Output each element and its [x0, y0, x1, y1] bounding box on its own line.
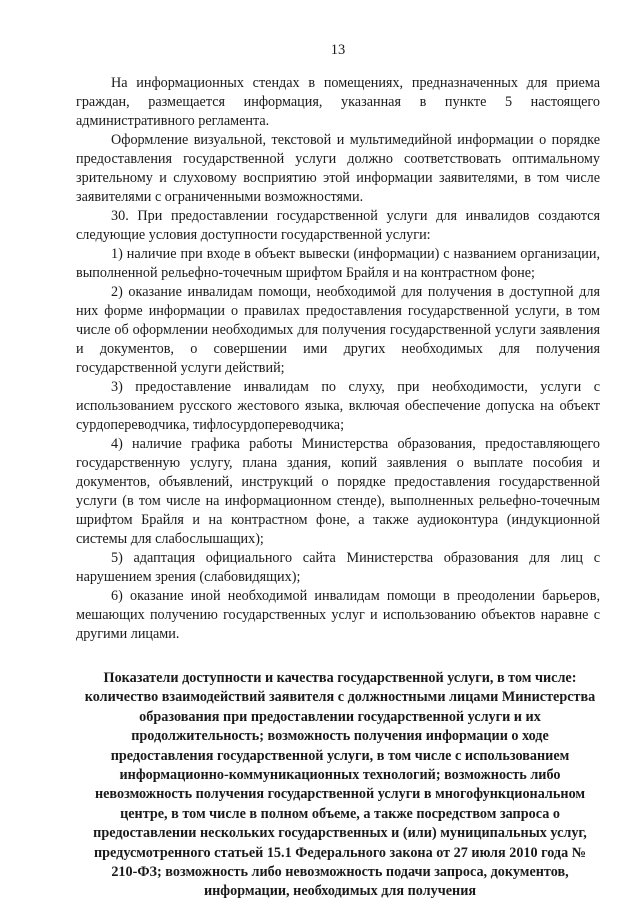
paragraph-item-30: 30. При предоставлении государственной услуги для инвалидов создаются следующие условия доступности государственной услуги:: [76, 208, 600, 243]
list-item-6: 6) оказание иной необходимой инвалидам помощи в преодолении барьеров, мешающих получению государственных услуг и использованию объектов наравне с другими лицами.: [76, 588, 600, 642]
list-item-4: 4) наличие графика работы Министерства образования, предоставляющего государственную услугу, плана здания, копий заявления о выплате пособия и документов, объявлений, инструкций о порядке предоставления государственной услуги (в том числе на информационном стенде), выполненных рельефно-точечным шрифтом Брайля и на контрастном фоне, а также аудиоконтура (индукционной системы для слабослышащих);: [76, 436, 600, 547]
document-page: [76, 40, 600, 902]
paragraph-info-design: Оформление визуальной, текстовой и мультимедийной информации о порядке предоставления государственной услуги должно соответствовать оптимальному зрительному и слуховому восприятию этой информации заявителями, в том числе заявителями с ограниченными возможностями.: [76, 132, 600, 205]
list-item-2: 2) оказание инвалидам помощи, необходимой для получения в доступной для них форме информации о правилах предоставления государственной услуги, в том числе об оформлении необходимых для получения государственной услуги заявления и документов, о совершении ими других необходимых для получения государственной услуги действий;: [76, 284, 600, 376]
list-item-1: 1) наличие при входе в объект вывески (информации) с названием организации, выполненной рельефно-точечным шрифтом Брайля и на контрастном фоне;: [76, 246, 600, 281]
paragraph-info-stands: На информационных стендах в помещениях, предназначенных для приема граждан, размещается информация, указанная в пункте 5 настоящего административного регламента.: [76, 75, 600, 129]
list-item-5: 5) адаптация официального сайта Министерства образования для лиц с нарушением зрения (слабовидящих);: [76, 550, 600, 585]
page-number: 13: [330, 42, 346, 58]
list-item-3: 3) предоставление инвалидам по слуху, при необходимости, услуги с использованием русского жестового языка, включая обеспечение допуска на объект сурдопереводчика, тифлосурдопереводчика;: [76, 379, 600, 433]
section-heading: Показатели доступности и качества государственной услуги, в том числе: количество взаимодействий заявителя с должностными лицами Министерства образования при предоставлении государственной услуги и их продолжительность; возможность получения информации о ходе предоставления государственной услуги, в том числе с использованием информационно-коммуникационных технологий; возможность либо невозможность получения государственной услуги в многофункциональном центре, в том числе в полном объеме, а также посредством запроса о предоставлении нескольких государственных и (или) муниципальных услуг, предусмотренного статьей 15.1 Федерального закона от 27 июля 2010 года № 210-ФЗ; возможность либо невозможность подачи запроса, документов, информации, необходимых для получения: [84, 670, 596, 900]
